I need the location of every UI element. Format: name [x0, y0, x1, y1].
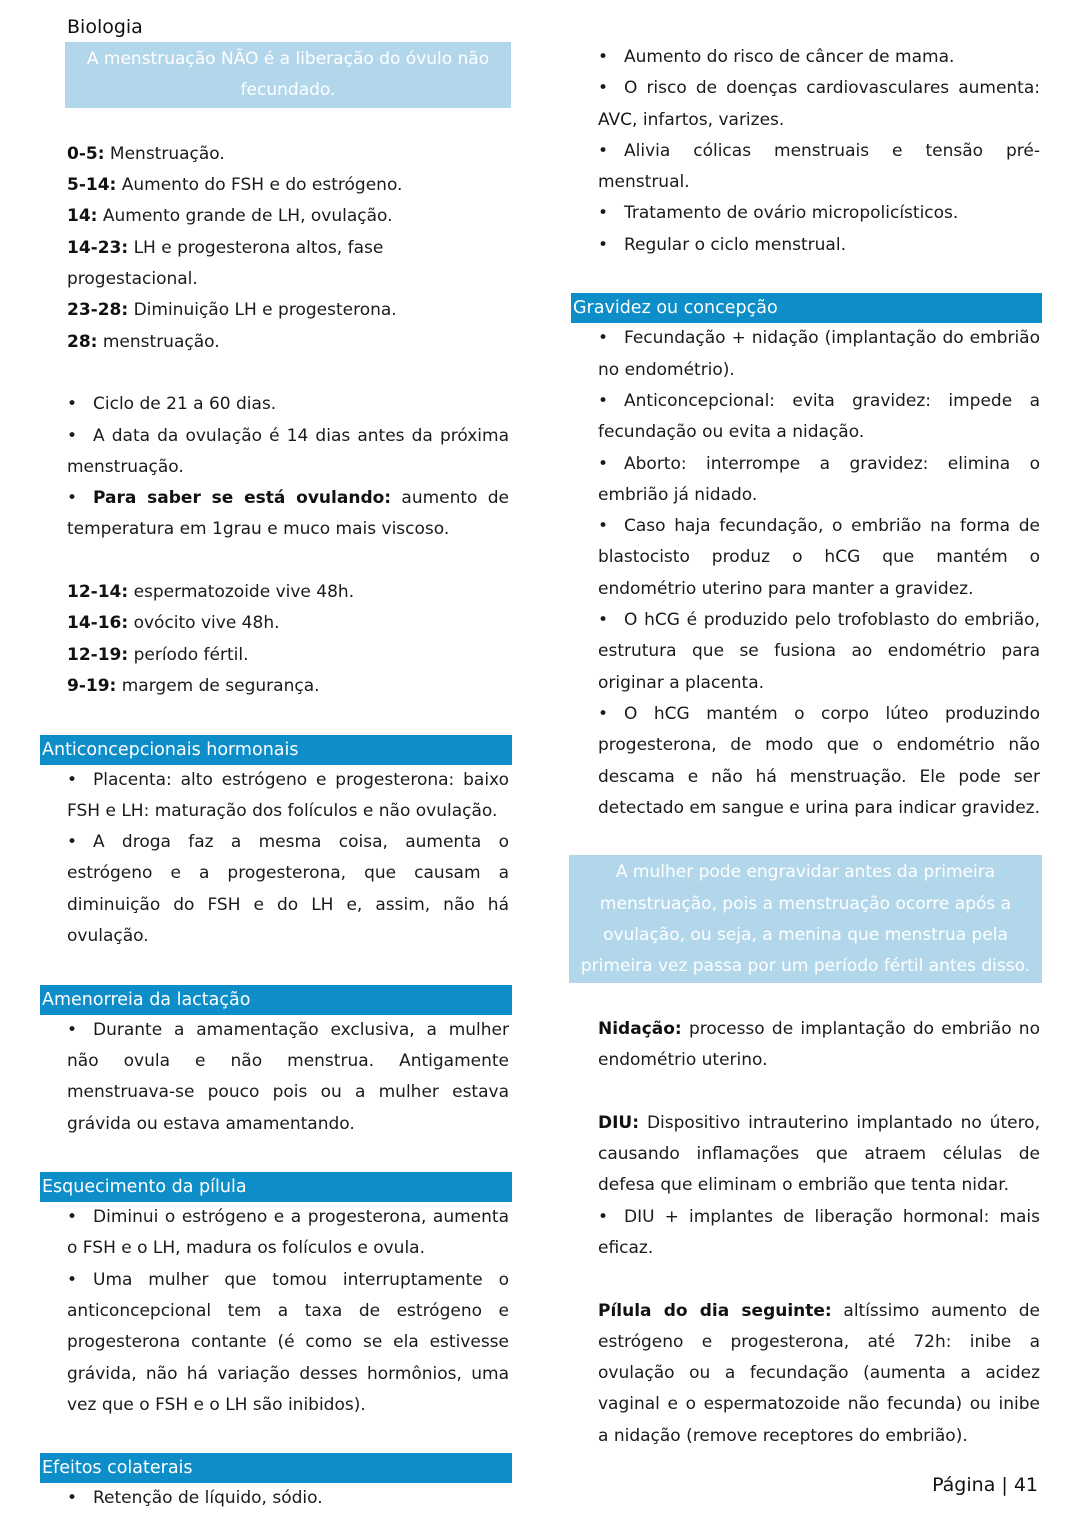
bullet-item: • Durante a amamentação exclusiva, a mulher não ovula e não menstrua. Antigamente menstruava-se pouco pois ou a mulher estava grávida ou estava amamentando. — [67, 1015, 509, 1140]
term-label: DIU: — [598, 1112, 640, 1133]
bullet-item — [67, 389, 509, 420]
bullet-item: • Retenção de líquido, sódio. — [67, 1483, 509, 1514]
fertility-text: ovócito vive 48h. — [128, 613, 280, 634]
bullet-item: • Uma mulher que tomou interruptamente o anticoncepcional tem a taxa de estrógeno e progesterona contante (é como se ela estivesse grávida, não há variação desses hormônios, uma vez que o FSH e o LH são inibidos). — [67, 1265, 509, 1421]
bullet-item: • Fecundação + nidação (implantação do embrião no endométrio). — [598, 323, 1040, 386]
cycle-range: 0-5: — [67, 143, 105, 164]
section-side-effects — [42, 1453, 509, 1514]
spacer — [67, 1421, 509, 1452]
fertility-range: 14-16: — [67, 613, 129, 634]
spacer — [598, 1264, 1040, 1295]
term-text: altíssimo aumento de estrógeno e progesterona, até 72h: inibe a ovulação ou a fecundação (aumenta a acidez vaginal e o espermatozoide não fecunda) ou inibe a nidação (remove receptores do embrião). — [598, 1300, 1040, 1446]
cycle-item — [67, 201, 509, 232]
fertility-range: 12-19: — [67, 644, 129, 665]
section-heading: Efeitos colaterais — [40, 1453, 512, 1483]
spacer — [598, 261, 1040, 292]
spacer — [598, 1077, 1040, 1108]
cycle-text: Diminuição LH e progesterona. — [128, 300, 397, 321]
fertility-text: espermatozoide vive 48h. — [128, 582, 355, 603]
section-lactation-amenorrhea — [42, 985, 509, 1140]
cycle-item — [67, 295, 509, 326]
spacer — [67, 546, 509, 577]
spacer — [67, 702, 509, 733]
cycle-text: LH e progesterona altos, fase progestacional. — [67, 237, 384, 290]
term-label: Nidação: — [598, 1018, 682, 1039]
bullet-item: • Placenta: alto estrógeno e progesterona: baixo FSH e LH: maturação dos folículos e não ovulação. — [67, 765, 509, 828]
fertility-item — [67, 640, 509, 671]
bullet-bold: Para saber se está ovulando: — [93, 488, 392, 509]
bullet-item: • Diminui o estrógeno e a progesterona, aumenta o FSH e o LH, madura os folículos e ovula. — [67, 1202, 509, 1265]
fertility-item — [67, 577, 509, 608]
fertility-text: margem de segurança. — [116, 675, 320, 696]
section-heading: Gravidez ou concepção — [571, 293, 1042, 323]
cycle-range: 28: — [67, 331, 98, 352]
fertility-item — [67, 608, 509, 639]
cycle-text: Aumento do FSH e do estrógeno. — [116, 175, 403, 196]
spacer — [598, 824, 1040, 855]
cycle-notes — [67, 389, 509, 545]
spacer — [598, 983, 1040, 1014]
cycle-text: Menstruação. — [104, 143, 225, 164]
bullet-item: • Aumento do risco de câncer de mama. — [598, 42, 1040, 73]
cycle-range: 23-28: — [67, 300, 129, 321]
bullet-item — [67, 483, 509, 546]
cycle-text: menstruação. — [97, 331, 220, 352]
nidation-definition — [598, 1014, 1040, 1077]
diu-definition — [598, 1108, 1040, 1202]
bullet-item — [67, 421, 509, 484]
cycle-item — [67, 139, 509, 170]
morning-after-pill-definition — [598, 1296, 1040, 1452]
spacer — [67, 358, 509, 389]
page-number: Página | 41 — [932, 1474, 1038, 1496]
bullet-text: Ciclo de 21 a 60 dias. — [93, 394, 277, 415]
bullet-item: • A droga faz a mesma coisa, aumenta o estrógeno e a progesterona, que causam a diminuição do FSH e do LH e, assim, não há ovulação. — [67, 827, 509, 952]
bullet-item: • Anticoncepcional: evita gravidez: impede a fecundação ou evita a nidação. — [598, 386, 1040, 449]
cycle-item — [67, 233, 509, 296]
cycle-timeline — [67, 139, 509, 358]
term-text: Dispositivo intrauterino implantado no útero, causando inflamações que atraem células de defesa que eliminam o embrião que tenta nidar. — [598, 1112, 1040, 1196]
bullet-item: • Tratamento de ovário micropolicísticos. — [598, 198, 1040, 229]
cycle-item — [67, 170, 509, 201]
section-pregnancy — [573, 293, 1040, 824]
cycle-range: 14-23: — [67, 237, 129, 258]
fertility-range: 12-14: — [67, 582, 129, 603]
cycle-range: 5-14: — [67, 175, 117, 196]
bullet-item: • DIU + implantes de liberação hormonal: mais eficaz. — [598, 1202, 1040, 1265]
menstruation-callout: A menstruação NÃO é a liberação do óvulo não fecundado. — [65, 42, 511, 108]
section-heading: Amenorreia da lactação — [40, 985, 512, 1015]
bullet-text: A data da ovulação é 14 dias antes da próxima menstruação. — [67, 425, 509, 477]
fertility-item — [67, 671, 509, 702]
term-label: Pílula do dia seguinte: — [598, 1300, 832, 1321]
spacer — [67, 952, 509, 983]
fertility-timeline — [67, 577, 509, 702]
bullet-item: • Caso haja fecundação, o embrião na forma de blastocisto produz o hCG que mantém o endométrio uterino para manter a gravidez. — [598, 511, 1040, 605]
section-missed-pill — [42, 1172, 509, 1421]
bullet-item: • Regular o ciclo menstrual. — [598, 230, 1040, 261]
term-text: processo de implantação do embrião no endométrio uterino. — [598, 1018, 1040, 1071]
bullet-item: • O hCG é produzido pelo trofoblasto do embrião, estrutura que se fusiona ao endométrio para originar a placenta. — [598, 605, 1040, 699]
bullet-item: • O risco de doenças cardiovasculares aumenta: AVC, infartos, varizes. — [598, 73, 1040, 136]
spacer — [67, 108, 509, 139]
fertility-text: período fértil. — [128, 644, 249, 665]
cycle-item — [67, 327, 509, 358]
side-effects-continued — [598, 42, 1040, 261]
bullet-item: • Aborto: interrompe a gravidez: elimina o embrião já nidado. — [598, 449, 1040, 512]
page-header-subject: Biologia — [67, 16, 143, 38]
cycle-text: Aumento grande de LH, ovulação. — [97, 206, 393, 227]
section-heading: Anticoncepcionais hormonais — [40, 735, 512, 765]
section-hormonal-contraceptives — [42, 735, 509, 953]
bullet-item: • O hCG mantém o corpo lúteo produzindo progesterona, de modo que o endométrio não descama e não há menstruação. Ele pode ser detectado em sangue e urina para indicar gravidez. — [598, 699, 1040, 824]
right-column — [573, 42, 1040, 1452]
first-menstruation-callout: A mulher pode engravidar antes da primeira menstruação, pois a menstruação ocorre após a ovulação, ou seja, a menina que menstrua pela primeira vez passa por um período fértil antes disso. — [569, 855, 1042, 982]
left-column — [42, 42, 510, 1515]
spacer — [67, 1140, 509, 1171]
bullet-item: • Alivia cólicas menstruais e tensão pré-menstrual. — [598, 136, 1040, 199]
fertility-range: 9-19: — [67, 675, 117, 696]
section-heading: Esquecimento da pílula — [40, 1172, 512, 1202]
cycle-range: 14: — [67, 206, 98, 227]
bullet-text: aumento de temperatura em 1grau e muco mais viscoso. — [67, 488, 510, 540]
